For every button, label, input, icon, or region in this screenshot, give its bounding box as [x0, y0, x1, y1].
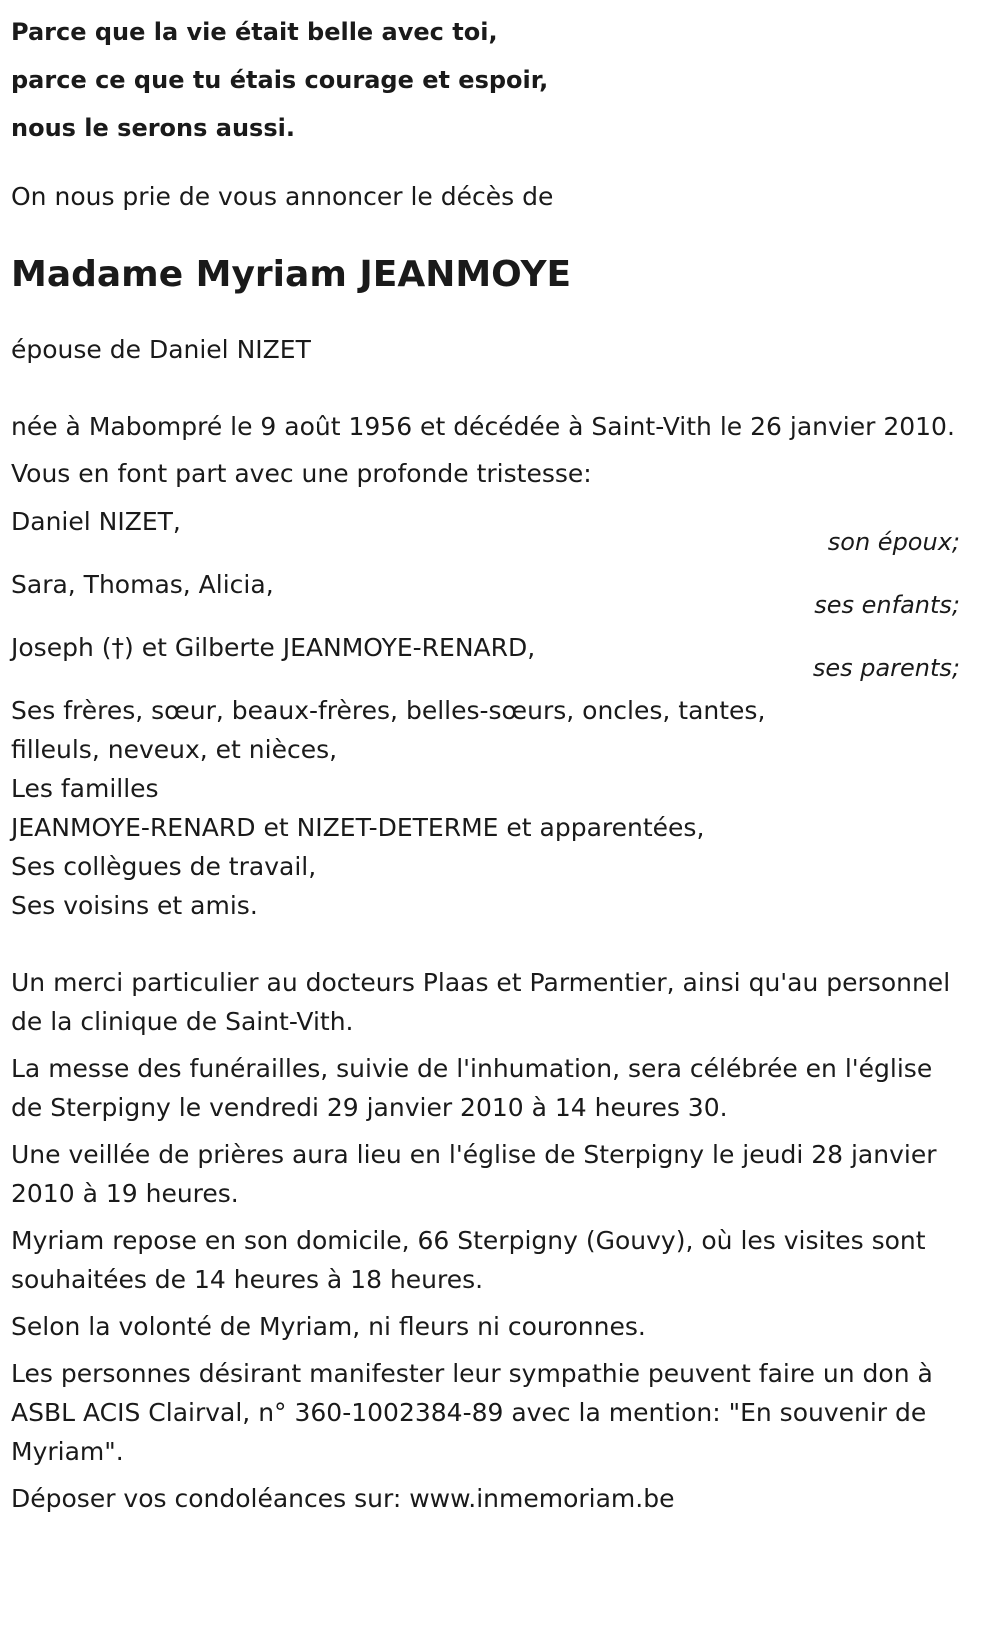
thanks-paragraph: Un merci particulier au docteurs Plaas et Parmentier, ainsi qu'au personnel de la clinique de Saint-Vith.	[11, 968, 951, 1036]
mourner-name: Sara, Thomas, Alicia,	[11, 570, 274, 599]
mourner-name: Daniel NIZET,	[11, 507, 181, 536]
mourner-parents	[11, 628, 960, 683]
flowers-paragraph: Selon la volonté de Myriam, ni fleurs ni couronnes.	[11, 1312, 646, 1341]
family-line: filleuls, neveux, et nièces,	[11, 735, 338, 764]
family-line: Les familles	[11, 774, 159, 803]
vigil-paragraph: Une veillée de prières aura lieu en l'église de Sterpigny le jeudi 28 janvier 2010 à 19 heures.	[11, 1140, 937, 1208]
funeral-mass-paragraph: La messe des funérailles, suivie de l'inhumation, sera célébrée en l'église de Sterpigny le vendredi 29 janvier 2010 à 14 heures 30.	[11, 1054, 933, 1122]
epigraph-line: nous le serons aussi.	[11, 114, 295, 142]
mourner-children	[11, 565, 960, 620]
mourners-intro: Vous en font part avec une profonde tristesse:	[11, 459, 592, 488]
birth-death-dates: née à Mabompré le 9 août 1956 et décédée à Saint-Vith le 26 janvier 2010.	[11, 412, 955, 441]
epigraph-line: parce ce que tu étais courage et espoir,	[11, 66, 549, 94]
mourner-relation: ses parents;	[812, 654, 960, 682]
spouse-line: épouse de Daniel NIZET	[11, 335, 311, 364]
donation-paragraph: Les personnes désirant manifester leur sympathie peuvent faire un don à ASBL ACIS Clairval, n° 360-1002384-89 avec la mention: "En souvenir de Myriam".	[11, 1359, 933, 1466]
epigraph	[11, 0, 960, 152]
family-line: JEANMOYE-RENARD et NIZET-DETERME et apparentées,	[11, 813, 705, 842]
mourner-relation: ses enfants;	[814, 591, 960, 619]
family-line: Ses frères, sœur, beaux-frères, belles-sœurs, oncles, tantes,	[11, 696, 766, 725]
visitation-paragraph: Myriam repose en son domicile, 66 Sterpigny (Gouvy), où les visites sont souhaitées de 14 heures à 18 heures.	[11, 1226, 926, 1294]
extended-family-list	[11, 691, 960, 925]
epigraph-line: Parce que la vie était belle avec toi,	[11, 18, 498, 46]
deceased-name: Madame Myriam JEANMOYE	[11, 254, 572, 295]
mourner-name: Joseph (†) et Gilberte JEANMOYE-RENARD,	[11, 633, 536, 662]
announcement-text: On nous prie de vous annoncer le décès de	[11, 182, 554, 211]
family-line: Ses collègues de travail,	[11, 852, 317, 881]
mourner-relation: son époux;	[827, 528, 960, 556]
mourner-spouse	[11, 502, 960, 557]
family-line: Ses voisins et amis.	[11, 891, 258, 920]
condolences-paragraph: Déposer vos condoléances sur: www.inmemoriam.be	[11, 1484, 675, 1513]
